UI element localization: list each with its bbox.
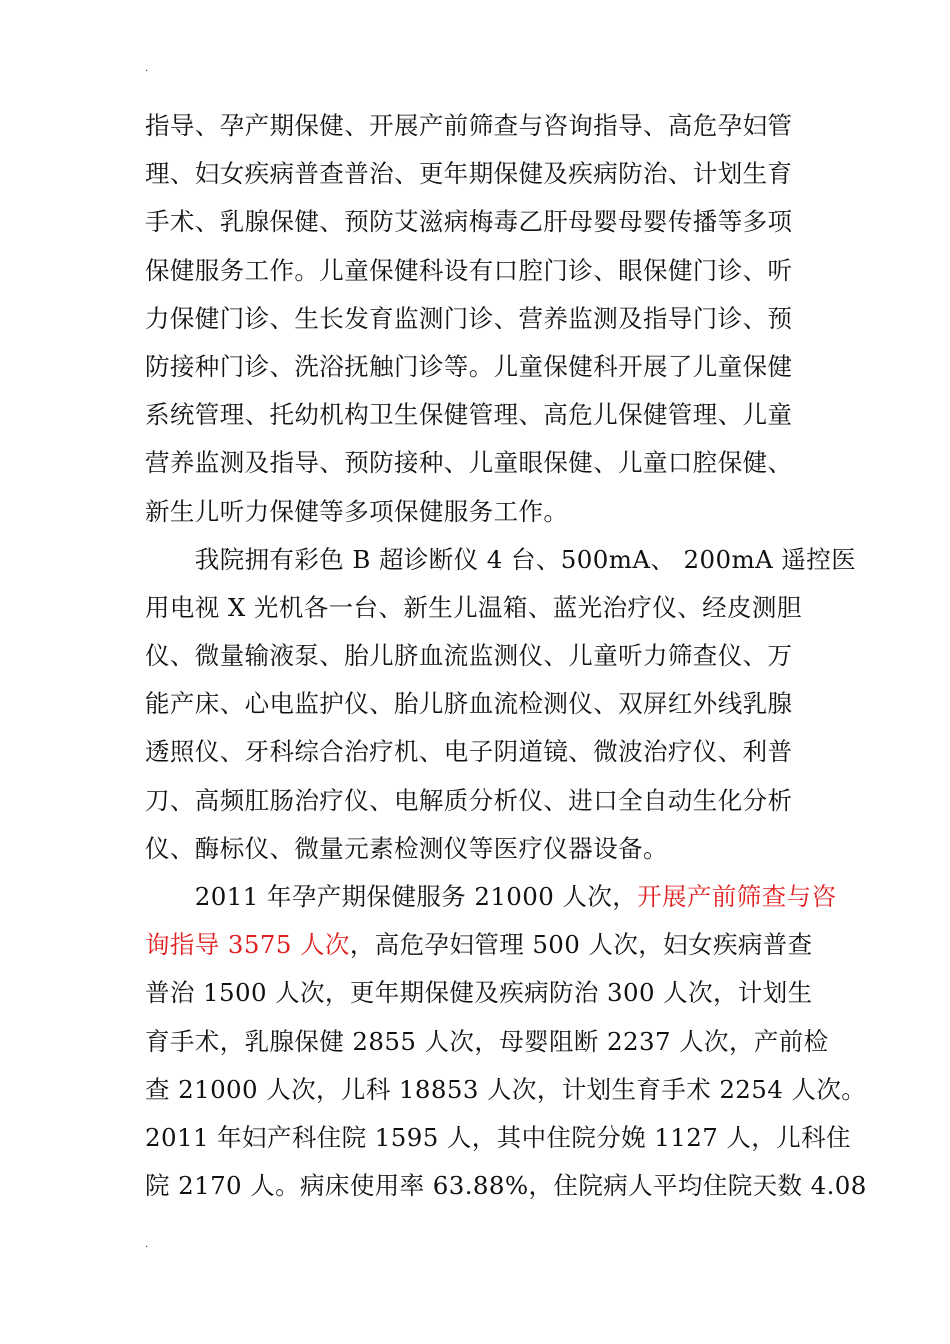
highlighted-text: 询指导 3575 人次 <box>145 930 350 960</box>
text-line-12 <box>145 632 810 680</box>
text-line-17 <box>145 873 837 921</box>
text-line-3 <box>145 198 810 246</box>
line-5-text: 力保健门诊、生长发育监测门诊、营养监测及指导门诊、预 <box>145 303 793 333</box>
line-23-text: 院 2170 人。病床使用率 63.88%，住院病人平均住院天数 4.08 <box>145 1171 867 1201</box>
line-19-text: 普治 1500 人次，更年期保健及疾病防治 300 人次，计划生 <box>145 978 813 1008</box>
line-8-text: 营养监测及指导、预防接种、儿童眼保健、儿童口腔保健、 <box>145 448 793 478</box>
text-line-4 <box>145 247 810 295</box>
text-line-21 <box>145 1066 867 1114</box>
line-6-text: 防接种门诊、洗浴抚触门诊等。儿童保健科开展了儿童保健 <box>145 351 793 381</box>
line-18-text: ，高危孕妇管理 500 人次，妇女疾病普查 <box>349 930 813 960</box>
line-10-text: 我院拥有彩色 B 超诊断仪 4 台、500mA、 200mA 遥控医 <box>145 544 857 574</box>
text-line-13 <box>145 680 810 728</box>
text-line-9 <box>145 488 810 536</box>
line-11-text: 用电视 X 光机各一台、新生儿温箱、蓝光治疗仪、经皮测胆 <box>145 592 802 622</box>
text-line-8 <box>145 439 810 487</box>
line-15-text: 刀、高频肛肠治疗仪、电解质分析仪、进口全自动生化分析 <box>145 785 793 815</box>
line-4-text: 保健服务工作。儿童保健科设有口腔门诊、眼保健门诊、听 <box>145 255 793 285</box>
highlighted-text: 开展产前筛查与咨 <box>637 882 837 911</box>
text-line-2 <box>145 150 810 198</box>
line-2-text: 理、妇女疾病普查普治、更年期保健及疾病防治、计划生育 <box>145 159 793 189</box>
line-7-text: 系统管理、托幼机构卫生保健管理、高危儿保健管理、儿童 <box>145 400 793 430</box>
text-line-16 <box>145 825 810 873</box>
text-line-10 <box>145 536 857 584</box>
line-16-text: 仪、酶标仪、微量元素检测仪等医疗仪器设备。 <box>145 833 668 863</box>
text-line-20 <box>145 1018 829 1066</box>
text-line-19 <box>145 969 813 1017</box>
text-line-18 <box>145 921 813 969</box>
line-13-text: 能产床、心电监护仪、胎儿脐血流检测仪、双屏红外线乳腺 <box>145 689 793 719</box>
text-line-11 <box>145 584 810 632</box>
line-20-text: 育手术，乳腺保健 2855 人次，母婴阻断 2237 人次，产前检 <box>145 1026 829 1056</box>
line-3-text: 手术、乳腺保健、预防艾滋病梅毒乙肝母婴母婴传播等多项 <box>145 207 793 237</box>
line-9-text: 新生儿听力保健等多项保健服务工作。 <box>145 496 569 526</box>
bottom-marker: . <box>145 1239 149 1250</box>
text-line-23 <box>145 1162 867 1210</box>
line-14-text: 透照仪、牙科综合治疗机、电子阴道镜、微波治疗仪、利普 <box>145 737 793 767</box>
top-marker: . <box>145 63 149 74</box>
line-21-text: 查 21000 人次，儿科 18853 人次，计划生育手术 2254 人次。 <box>145 1074 867 1104</box>
text-line-1 <box>145 102 810 150</box>
text-line-5 <box>145 295 810 343</box>
body-text <box>145 102 867 1210</box>
text-line-7 <box>145 391 810 439</box>
line-1-text: 指导、孕产期保健、开展产前筛查与咨询指导、高危孕妇管 <box>145 111 793 140</box>
text-line-6 <box>145 343 810 391</box>
line-17-text: 2011 年孕产期保健服务 21000 人次， <box>145 882 638 911</box>
line-12-text: 仪、微量输液泵、胎儿脐血流监测仪、儿童听力筛查仪、万 <box>145 641 793 671</box>
text-line-22 <box>145 1114 851 1162</box>
text-line-15 <box>145 777 810 825</box>
line-22-text: 2011 年妇产科住院 1595 人，其中住院分娩 1127 人，儿科住 <box>145 1122 851 1152</box>
text-line-14 <box>145 728 810 776</box>
